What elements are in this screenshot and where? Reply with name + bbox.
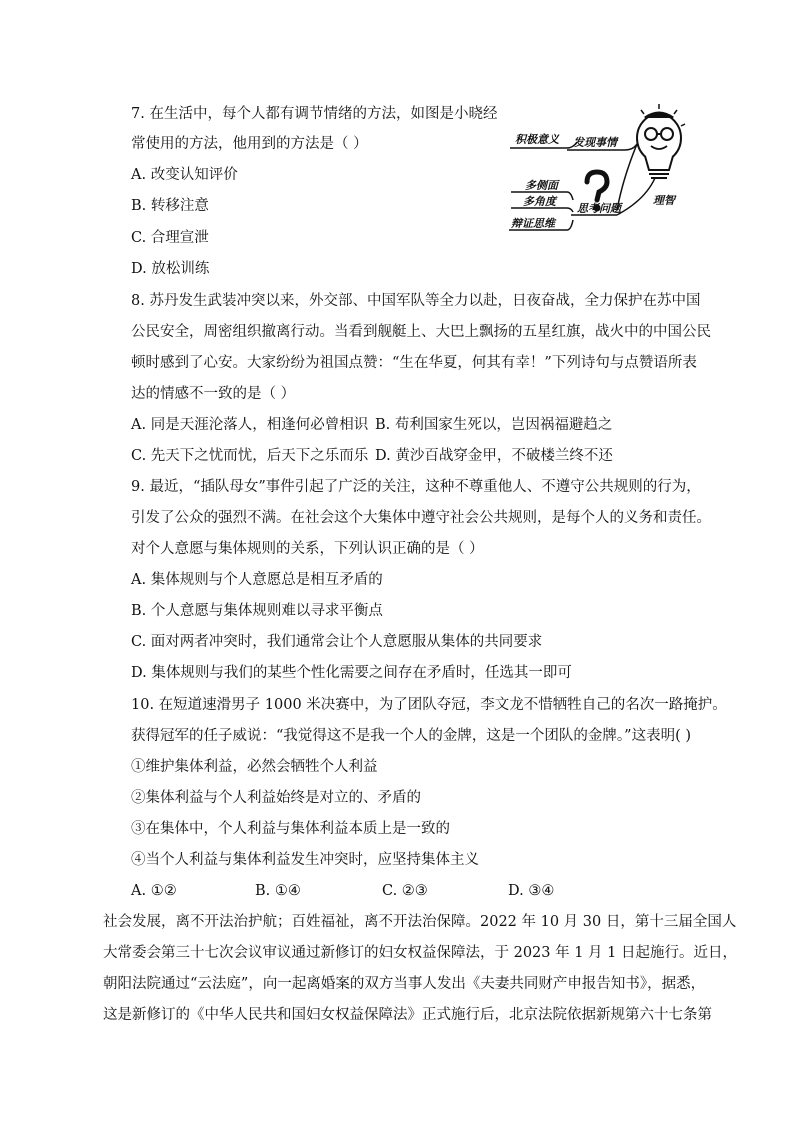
figure-label-rational: 理智: [653, 194, 675, 207]
q10-option-c: C. ②③: [382, 883, 428, 899]
figure-label-find-things: 发现事情: [573, 136, 617, 149]
q9-option-d: D. 集体规则与我们的某些个性化需要之间存在矛盾时，任选其一即可: [131, 665, 572, 681]
q10-statement-3: ③在集体中，个人利益与集体利益本质上是一致的: [131, 821, 450, 837]
q9-option-a: A. 集体规则与个人意愿总是相互矛盾的: [131, 572, 383, 588]
figure-label-positive-meaning: 积极意义: [515, 133, 559, 146]
q10-option-b: B. ①④: [255, 883, 301, 899]
q7-option-d: D. 放松训练: [131, 261, 210, 277]
lightbulb-face-icon: [637, 104, 685, 178]
q9-stem-line-3: 对个人意愿与集体规则的关系，下列认识正确的是（ ）: [131, 541, 484, 557]
q10-stem-line-2: 获得冠军的任子威说：“我觉得这不是我一个人的金牌，这是一个团队的金牌。”这表明( ): [131, 728, 691, 744]
q8-stem-line-2: 公民安全，周密组织撤离行动。当看到舰艇上、大巴上飘扬的五星红旗，战火中的中国公民: [131, 324, 711, 340]
q8-option-c: C. 先天下之忧而忧，后天下之乐而乐: [131, 448, 369, 464]
q7-stem-line-2: 常使用的方法，他用到的方法是（ ）: [131, 136, 368, 152]
q8-stem-line-4: 达的情感不一致的是（ ）: [131, 386, 296, 402]
q9-option-b: B. 个人意愿与集体规则难以寻求平衡点: [131, 603, 383, 619]
passage-line-3: 朝阳法院通过“云法庭”，向一起离婚案的双方当事人发出《夫妻共同财产申报告知书》，据悉，: [103, 976, 706, 992]
q8-stem-line-3: 顿时感到了心安。大家纷纷为祖国点赞：“生在华夏，何其有幸！”下列诗句与点赞语所表: [131, 355, 697, 371]
q10-statement-4: ④当个人利益与集体利益发生冲突时，应坚持集体主义: [131, 852, 479, 868]
q7-stem-line-1: 7. 在生活中，每个人都有调节情绪的方法，如图是小晓经: [131, 106, 498, 122]
q10-option-a: A. ①②: [131, 883, 177, 899]
passage-line-4: 这是新修订的《中华人民共和国妇女权益保障法》正式施行后，北京法院依据新规第六十七条第: [103, 1007, 712, 1023]
q10-stem-line-1: 10. 在短道速滑男子 1000 米决赛中，为了团队夺冠，李文龙不惜牺牲自己的名次一路掩护。: [131, 697, 727, 713]
q10-statement-2: ②集体利益与个人利益始终是对立的、矛盾的: [131, 790, 421, 806]
q8-option-d: D. 黄沙百战穿金甲，不破楼兰终不还: [375, 448, 613, 464]
q9-stem-line-1: 9. 最近，“插队母女”事件引起了广泛的关注，这种不尊重他人、不遵守公共规则的行为，: [131, 479, 701, 495]
q9-option-c: C. 面对两者冲突时，我们通常会让个人意愿服从集体的共同要求: [131, 634, 543, 650]
figure-label-many-sides: 多侧面: [525, 179, 558, 192]
q9-stem-line-2: 引发了公众的强烈不满。在社会这个大集体中遵守社会公共规则，是每个人的义务和责任。: [131, 510, 711, 526]
q7-option-b: B. 转移注意: [131, 198, 209, 214]
q7-option-c: C. 合理宣泄: [131, 230, 209, 246]
figure-label-dialectical-thinking: 辩证思维: [511, 217, 555, 230]
q10-statement-1: ①维护集体利益，必然会牺牲个人利益: [131, 759, 378, 775]
q8-option-b: B. 苟利国家生死以，岂因祸福避趋之: [375, 417, 613, 433]
passage-line-1: 社会发展，离不开法治护航；百姓福祉，离不开法治保障。2022 年 10 月 30 日，第十三届全国人: [103, 914, 737, 930]
passage-line-2: 大常委会第三十七次会议审议通过新修订的妇女权益保障法，于 2023 年 1 月 1 日起施行。近日，: [103, 945, 738, 961]
q8-option-a: A. 同是天涯沦落人，相逢何必曾相识: [131, 417, 369, 433]
q8-stem-line-1: 8. 苏丹发生武装冲突以来，外交部、中国军队等全力以赴，日夜奋战，全力保护在苏中国: [131, 293, 701, 309]
q10-option-d: D. ③④: [508, 883, 555, 899]
figure-label-think-problem: 思考问题: [577, 202, 621, 215]
q7-option-a: A. 改变认知评价: [131, 167, 238, 183]
q7-emotion-method-figure: [505, 100, 697, 238]
figure-label-many-angles: 多角度: [523, 195, 556, 208]
